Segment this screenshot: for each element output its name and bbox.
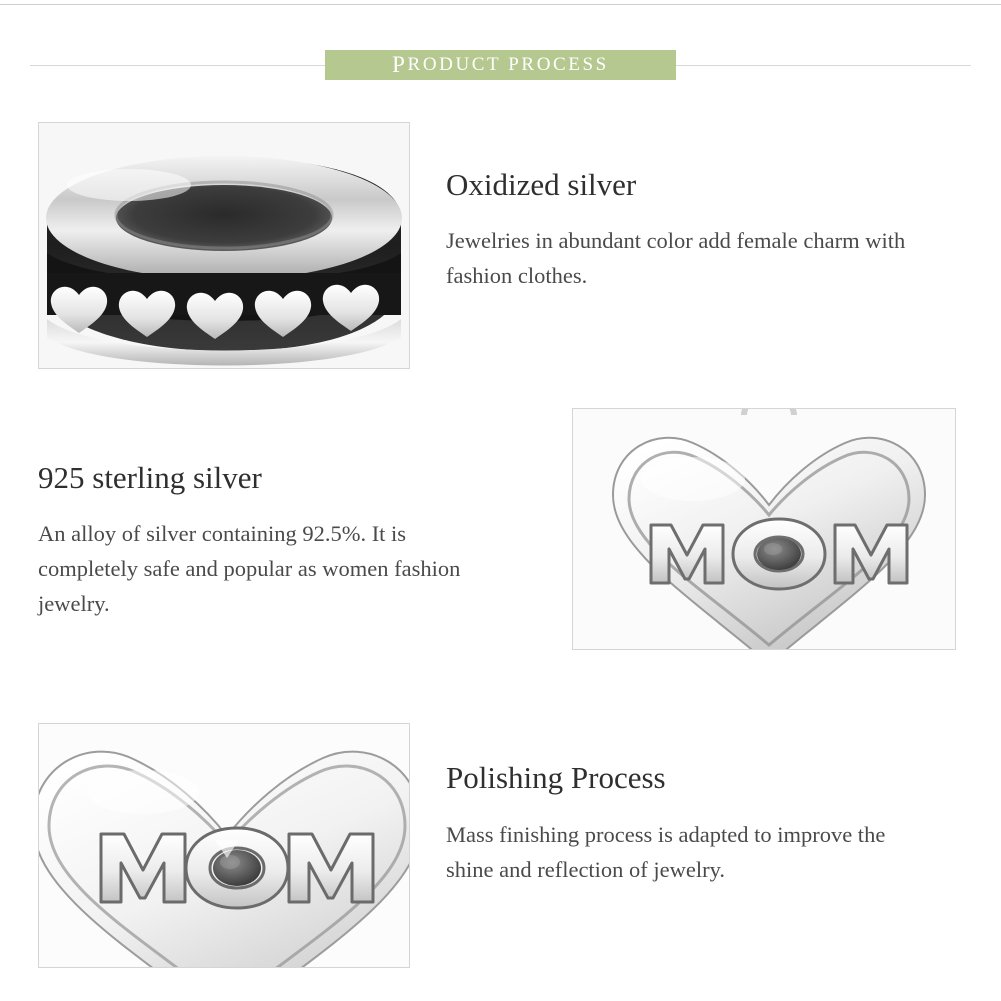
- paragraph-oxidized-silver: Jewelries in abundant color add female charm with fashion clothes.: [446, 228, 906, 288]
- section-title-rest: RODUCT PROCESS: [407, 54, 609, 75]
- product-image-sterling-silver: [572, 408, 956, 650]
- section-title-badge: [325, 50, 676, 80]
- paragraph-sterling-silver: An alloy of silver containing 92.5%. It is completely safe and popular as women fashion jewelry.: [38, 521, 461, 616]
- paragraph-polishing-process: Mass finishing process is adapted to improve the shine and reflection of jewelry.: [446, 822, 886, 882]
- product-image-polishing: [38, 723, 410, 968]
- product-image-oxidized-silver: [38, 122, 410, 369]
- section-header: [0, 50, 1001, 80]
- polished-mom-heart-illustration: [39, 724, 409, 967]
- heading-oxidized-silver: Oxidized silver: [446, 167, 637, 202]
- heading-polishing-process: Polishing Process: [446, 760, 666, 795]
- oxidized-silver-bead-illustration: [39, 123, 409, 368]
- heading-sterling-silver: 925 sterling silver: [38, 460, 262, 495]
- top-divider: [0, 4, 1001, 5]
- mom-heart-charm-illustration: [573, 409, 955, 649]
- section-title-initial: P: [392, 52, 408, 77]
